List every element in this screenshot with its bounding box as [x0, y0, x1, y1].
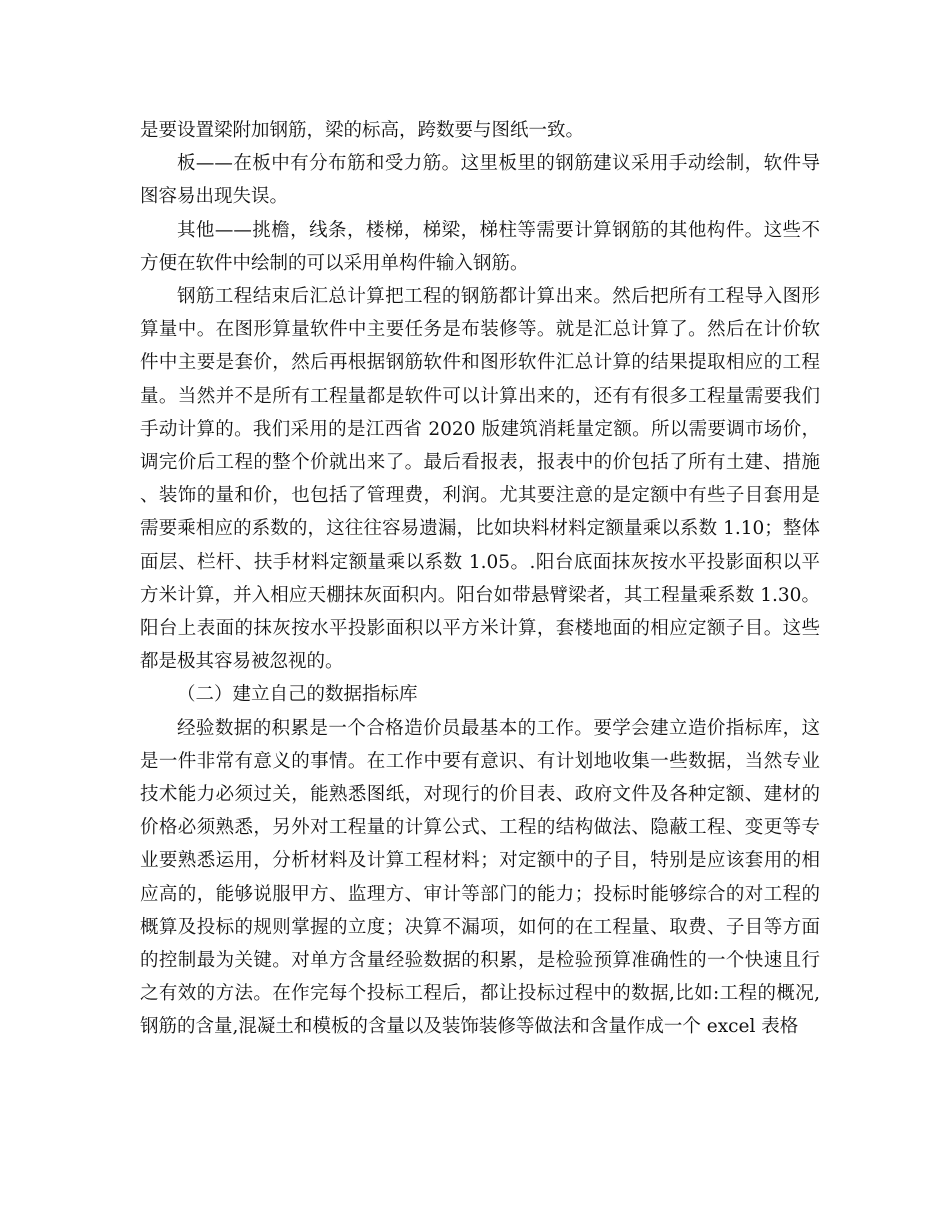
paragraph-beam-continuation: 是要设置梁附加钢筋，梁的标高，跨数要与图纸一致。 — [140, 120, 585, 141]
section-heading-data-index: （二）建立自己的数据指标库 — [177, 684, 418, 706]
paragraph-slab: 板——在板中有分布筋和受力筋。这里板里的钢筋建议采用手动绘制，软件导图容易出现失误。 — [140, 153, 820, 208]
paragraph-others: 其他——挑檐，线条，楼梯，梯梁，梯柱等需要计算钢筋的其他构件。这些不方便在软件中绘制的可以采用单构件输入钢筋。 — [140, 219, 820, 274]
paragraph-rebar-summary: 钢筋工程结束后汇总计算把工程的钢筋都计算出来。然后把所有工程导入图形算量中。在图形算量软件中主要任务是布装修等。就是汇总计算了。然后在计价软件中主要是套价，然后再根据钢筋软件和图形软件汇总计算的结果提取相应的工程量。当然并不是所有工程量都是软件可以计算出来的，还有有很多工程量需要我们手动计算的。我们采用的是江西省 2020 版建筑消耗量定额。所以需要调市场价，调完价后工程的整个价就出来了。最后看报表，报表中的价包括了所有土建、措施、装饰的量和价，也包括了管理费，利润。尤其要注意的是定额中有些子目套用是需要乘相应的系数的，这往往容易遗漏，比如块料材料定额量乘以系数 1.10；整体面层、栏杆、扶手材料定额量乘以系数 1.05。.阳台底面抹灰按水平投影面积以平方米计算，并入相应天棚抹灰面积内。阳台如带悬臂梁者，其工程量乘系数 1.30。阳台上表面的抹灰按水平投影面积以平方米计算，套楼地面的相应定额子目。这些都是极其容易被忽视的。 — [140, 286, 820, 673]
paragraph-experience-data: 经验数据的积累是一个合格造价员最基本的工作。要学会建立造价指标库，这是一件非常有意义的事情。在工作中要有意识、有计划地收集一些数据，当然专业技术能力必须过关，能熟悉图纸，对现行的价目表、政府文件及各种定额、建材的价格必须熟悉，另外对工程量的计算公式、工程的结构做法、隐蔽工程、变更等专业要熟悉运用，分析材料及计算工程材料；对定额中的子目，特别是应该套用的相应高的，能够说服甲方、监理方、审计等部门的能力；投标时能够综合的对工程的概算及投标的规则掌握的立度；决算不漏项，如何的在工程量、取费、子目等方面的控制最为关键。对单方含量经验数据的积累，是检验预算准确性的一个快速且行之有效的方法。在作完每个投标工程后，都让投标过程中的数据,比如:工程的概况,钢筋的含量,混凝土和模板的含量以及装饰装修等做法和含量作成一个 excel 表格 — [140, 717, 820, 1038]
document-body — [140, 114, 820, 1044]
